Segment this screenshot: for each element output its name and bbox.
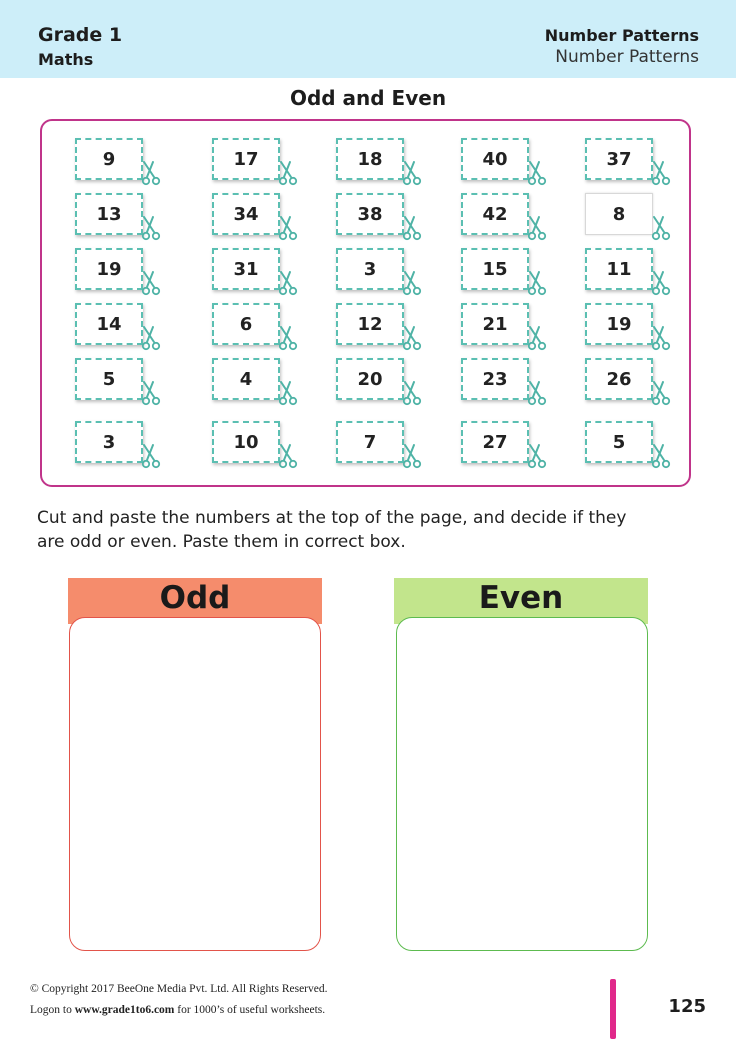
number-card[interactable]: 3 [75, 421, 143, 463]
even-heading: Even [394, 578, 648, 624]
scissors-icon [278, 215, 300, 241]
scissors-icon [651, 325, 673, 351]
scissors-icon [402, 270, 424, 296]
number-card[interactable]: 38 [336, 193, 404, 235]
scissors-icon [651, 160, 673, 186]
number-card[interactable]: 19 [585, 303, 653, 345]
number-card[interactable]: 26 [585, 358, 653, 400]
number-card[interactable]: 12 [336, 303, 404, 345]
scissors-icon [402, 325, 424, 351]
topic-title: Number Patterns [544, 26, 699, 45]
scissors-icon [527, 325, 549, 351]
number-card[interactable]: 14 [75, 303, 143, 345]
number-card[interactable]: 27 [461, 421, 529, 463]
scissors-icon [651, 215, 673, 241]
topic-subtitle: Number Patterns [555, 47, 699, 67]
number-card[interactable]: 7 [336, 421, 404, 463]
number-card[interactable]: 42 [461, 193, 529, 235]
number-card[interactable]: 34 [212, 193, 280, 235]
scissors-icon [278, 325, 300, 351]
number-card[interactable]: 9 [75, 138, 143, 180]
odd-heading: Odd [68, 578, 322, 624]
instruction-text [37, 506, 707, 554]
side-brand-bar [610, 979, 616, 1039]
copyright-text: © Copyright 2017 BeeOne Media Pvt. Ltd. All Rights Reserved. [30, 983, 328, 995]
page-number: 125 [668, 996, 706, 1017]
number-card[interactable]: 20 [336, 358, 404, 400]
scissors-icon [402, 160, 424, 186]
number-card[interactable]: 40 [461, 138, 529, 180]
scissors-icon [141, 380, 163, 406]
number-card[interactable]: 13 [75, 193, 143, 235]
instruction-line-1: Cut and paste the numbers at the top of the page, and decide if they [37, 508, 627, 528]
scissors-icon [527, 380, 549, 406]
even-paste-box[interactable] [396, 617, 648, 951]
scissors-icon [141, 325, 163, 351]
scissors-icon [141, 443, 163, 469]
scissors-icon [527, 443, 549, 469]
number-card[interactable]: 10 [212, 421, 280, 463]
logon-suffix: for 1000’s of useful worksheets. [177, 1004, 326, 1016]
grade-label: Grade 1 [38, 24, 123, 46]
scissors-icon [527, 270, 549, 296]
scissors-icon [278, 443, 300, 469]
scissors-icon [402, 380, 424, 406]
number-card[interactable]: 23 [461, 358, 529, 400]
number-card[interactable]: 4 [212, 358, 280, 400]
number-card[interactable]: 5 [75, 358, 143, 400]
scissors-icon [278, 160, 300, 186]
number-card[interactable]: 18 [336, 138, 404, 180]
logon-prefix: Logon to [30, 1004, 72, 1016]
number-card[interactable]: 15 [461, 248, 529, 290]
number-card[interactable]: 19 [75, 248, 143, 290]
scissors-icon [141, 215, 163, 241]
number-card[interactable]: 17 [212, 138, 280, 180]
scissors-icon [651, 443, 673, 469]
scissors-icon [141, 270, 163, 296]
scissors-icon [527, 215, 549, 241]
scissors-icon [278, 270, 300, 296]
subject-label: Maths [38, 50, 94, 69]
odd-paste-box[interactable] [69, 617, 321, 951]
number-card[interactable]: 21 [461, 303, 529, 345]
number-card[interactable]: 11 [585, 248, 653, 290]
number-card[interactable]: 8 [585, 193, 653, 235]
instruction-line-2: are odd or even. Paste them in correct box. [37, 532, 406, 552]
number-card[interactable]: 31 [212, 248, 280, 290]
header-band [0, 0, 736, 78]
number-card[interactable]: 37 [585, 138, 653, 180]
number-card[interactable]: 6 [212, 303, 280, 345]
scissors-icon [402, 215, 424, 241]
website-link[interactable]: www.grade1to6.com [74, 1004, 175, 1016]
number-card[interactable]: 3 [336, 248, 404, 290]
worksheet-title: Odd and Even [289, 86, 447, 110]
scissors-icon [278, 380, 300, 406]
number-card[interactable]: 5 [585, 421, 653, 463]
scissors-icon [651, 270, 673, 296]
logon-text [30, 1004, 325, 1016]
scissors-icon [141, 160, 163, 186]
scissors-icon [651, 380, 673, 406]
scissors-icon [527, 160, 549, 186]
scissors-icon [402, 443, 424, 469]
